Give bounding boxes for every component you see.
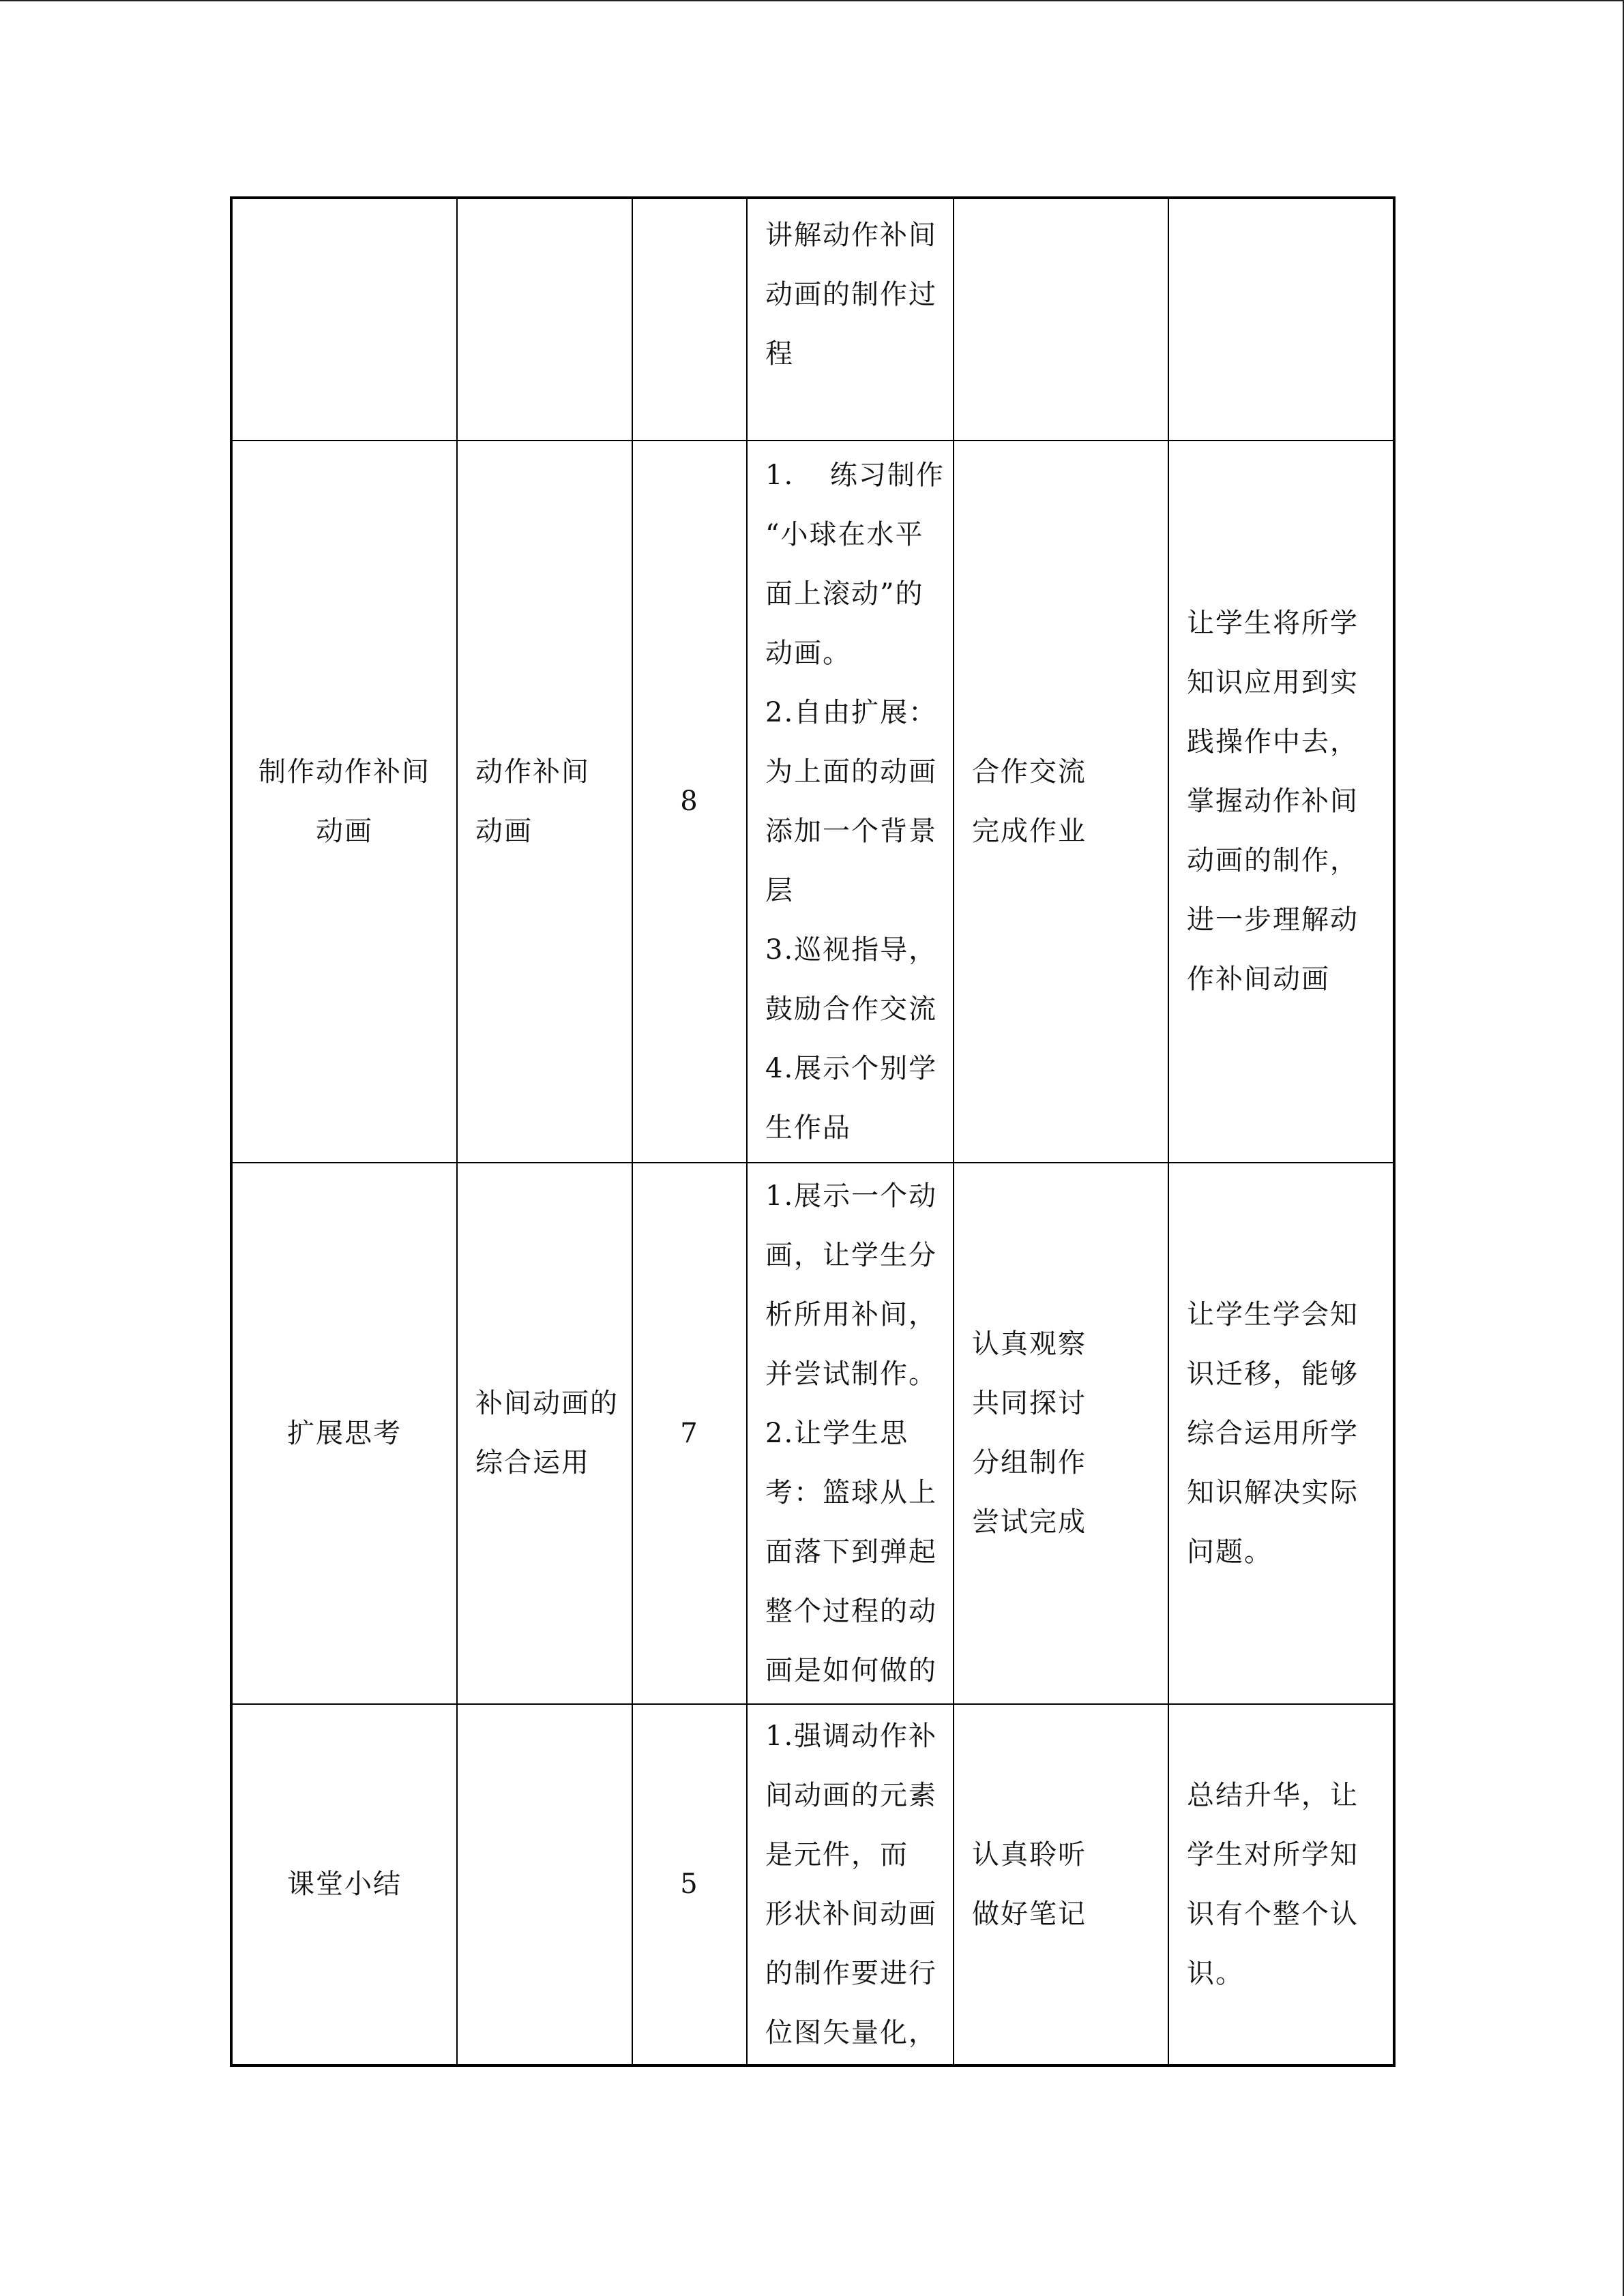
cell-time-minutes — [632, 198, 747, 441]
cell-teacher-activity — [747, 198, 954, 441]
text-line: 动画的制作过 — [765, 279, 937, 310]
cell-teaching-content — [457, 1163, 632, 1704]
text-line: 认真聆听 — [972, 1838, 1087, 1870]
cell-design-intent — [1168, 1704, 1394, 2066]
cell-student-activity — [954, 441, 1168, 1163]
cell-teaching-content — [457, 1704, 632, 2066]
cell-design-intent — [1168, 198, 1394, 441]
text-line: 学生对所学知 — [1187, 1838, 1359, 1870]
cell-student-activity — [954, 1704, 1168, 2066]
text-line: 为上面的动画 — [765, 756, 937, 788]
cell-time-minutes — [632, 441, 747, 1163]
text-line: 析所用补间， — [765, 1298, 937, 1330]
text-line: 画是如何做的 — [765, 1654, 937, 1686]
text-line: 动画 — [316, 815, 373, 847]
cell-time-minutes — [632, 1163, 747, 1704]
text-line: 知识应用到实 — [1187, 667, 1359, 698]
cell-teaching-stage — [231, 441, 457, 1163]
text-line: 补间动画的 — [475, 1388, 619, 1419]
text-line: 让学生将所学 — [1187, 608, 1359, 639]
text-line: 面落下到弹起 — [765, 1536, 937, 1568]
text-line: 综合运用 — [475, 1447, 590, 1478]
table-row — [231, 1163, 1394, 1704]
cell-teaching-stage — [231, 198, 457, 441]
text-line: 整个过程的动 — [765, 1595, 937, 1627]
cell-student-activity — [954, 198, 1168, 441]
text-line: 问题。 — [1187, 1536, 1273, 1568]
text-line: 层 — [765, 874, 794, 906]
text-line: 1.展示一个动 — [765, 1180, 938, 1212]
text-line: 4.展示个别学 — [765, 1052, 938, 1084]
text-line: 并尝试制作。 — [765, 1358, 937, 1390]
lesson-plan-table — [230, 196, 1396, 2067]
text-line: 进一步理解动 — [1187, 904, 1359, 936]
cell-teaching-stage — [231, 1163, 457, 1704]
text-line: 程 — [765, 338, 794, 370]
text-line: 生作品 — [765, 1112, 851, 1144]
cell-teacher-activity — [747, 1704, 954, 2066]
text-line: 的制作要进行 — [765, 1957, 937, 1989]
text-line: 作补间动画 — [1187, 964, 1330, 995]
text-line: 合作交流 — [972, 756, 1087, 788]
text-line: 动作补间 — [475, 756, 590, 788]
text-line: 识迁移，能够 — [1187, 1358, 1359, 1390]
text-line: 讲解动作补间 — [765, 220, 937, 251]
cell-teacher-activity — [747, 1163, 954, 1704]
text-line: 1.强调动作补 — [765, 1720, 938, 1752]
text-line: 考：篮球从上 — [765, 1476, 937, 1508]
text-line: 2.自由扩展： — [765, 696, 938, 728]
cell-teacher-activity — [747, 441, 954, 1163]
text-line: 添加一个背景 — [765, 815, 937, 847]
text-line: 完成作业 — [972, 815, 1087, 847]
text-line: 面上滚动”的 — [765, 578, 924, 610]
text-line: 践操作中去， — [1187, 726, 1359, 758]
cell-design-intent — [1168, 441, 1394, 1163]
cell-design-intent — [1168, 1163, 1394, 1704]
text-line: 7 — [680, 1417, 699, 1449]
table-row — [231, 1704, 1394, 2066]
text-line: 2.让学生思 — [765, 1417, 909, 1449]
text-line: 课堂小结 — [287, 1868, 402, 1900]
text-line: 认真观察 — [972, 1328, 1087, 1360]
text-line: 知识解决实际 — [1187, 1476, 1359, 1508]
text-line: 识有个整个认 — [1187, 1898, 1359, 1930]
text-line: 3.巡视指导， — [765, 934, 938, 966]
text-line: 掌握动作补间 — [1187, 786, 1359, 817]
text-line: “小球在水平 — [765, 518, 924, 550]
text-line: 让学生学会知 — [1187, 1298, 1359, 1330]
text-line: 识。 — [1187, 1957, 1244, 1989]
text-line: 总结升华，让 — [1187, 1779, 1359, 1811]
text-line: 动画的制作， — [1187, 845, 1359, 876]
text-line: 做好笔记 — [972, 1898, 1087, 1930]
text-line: 分组制作 — [972, 1447, 1087, 1478]
text-line: 综合运用所学 — [1187, 1417, 1359, 1449]
cell-time-minutes — [632, 1704, 747, 2066]
text-line: 制作动作补间 — [259, 756, 430, 788]
text-line: 形状补间动画 — [765, 1898, 937, 1930]
cell-teaching-stage — [231, 1704, 457, 2066]
text-line: 尝试完成 — [972, 1506, 1087, 1538]
text-line: 8 — [680, 786, 699, 817]
text-line: 画，让学生分 — [765, 1239, 937, 1271]
cell-student-activity — [954, 1163, 1168, 1704]
text-line: 扩展思考 — [287, 1417, 402, 1449]
text-line: 动画。 — [765, 637, 851, 669]
table-row — [231, 441, 1394, 1163]
text-line: 1. 练习制作 — [765, 459, 945, 491]
text-line: 动画 — [475, 815, 533, 847]
text-line: 5 — [680, 1868, 699, 1900]
table-row — [231, 198, 1394, 441]
text-line: 间动画的元素 — [765, 1779, 937, 1811]
cell-teaching-content — [457, 441, 632, 1163]
text-line: 鼓励合作交流 — [765, 993, 937, 1025]
text-line: 共同探讨 — [972, 1388, 1087, 1419]
text-line: 位图矢量化， — [765, 2016, 937, 2048]
text-line: 是元件，而 — [765, 1838, 909, 1870]
cell-teaching-content — [457, 198, 632, 441]
